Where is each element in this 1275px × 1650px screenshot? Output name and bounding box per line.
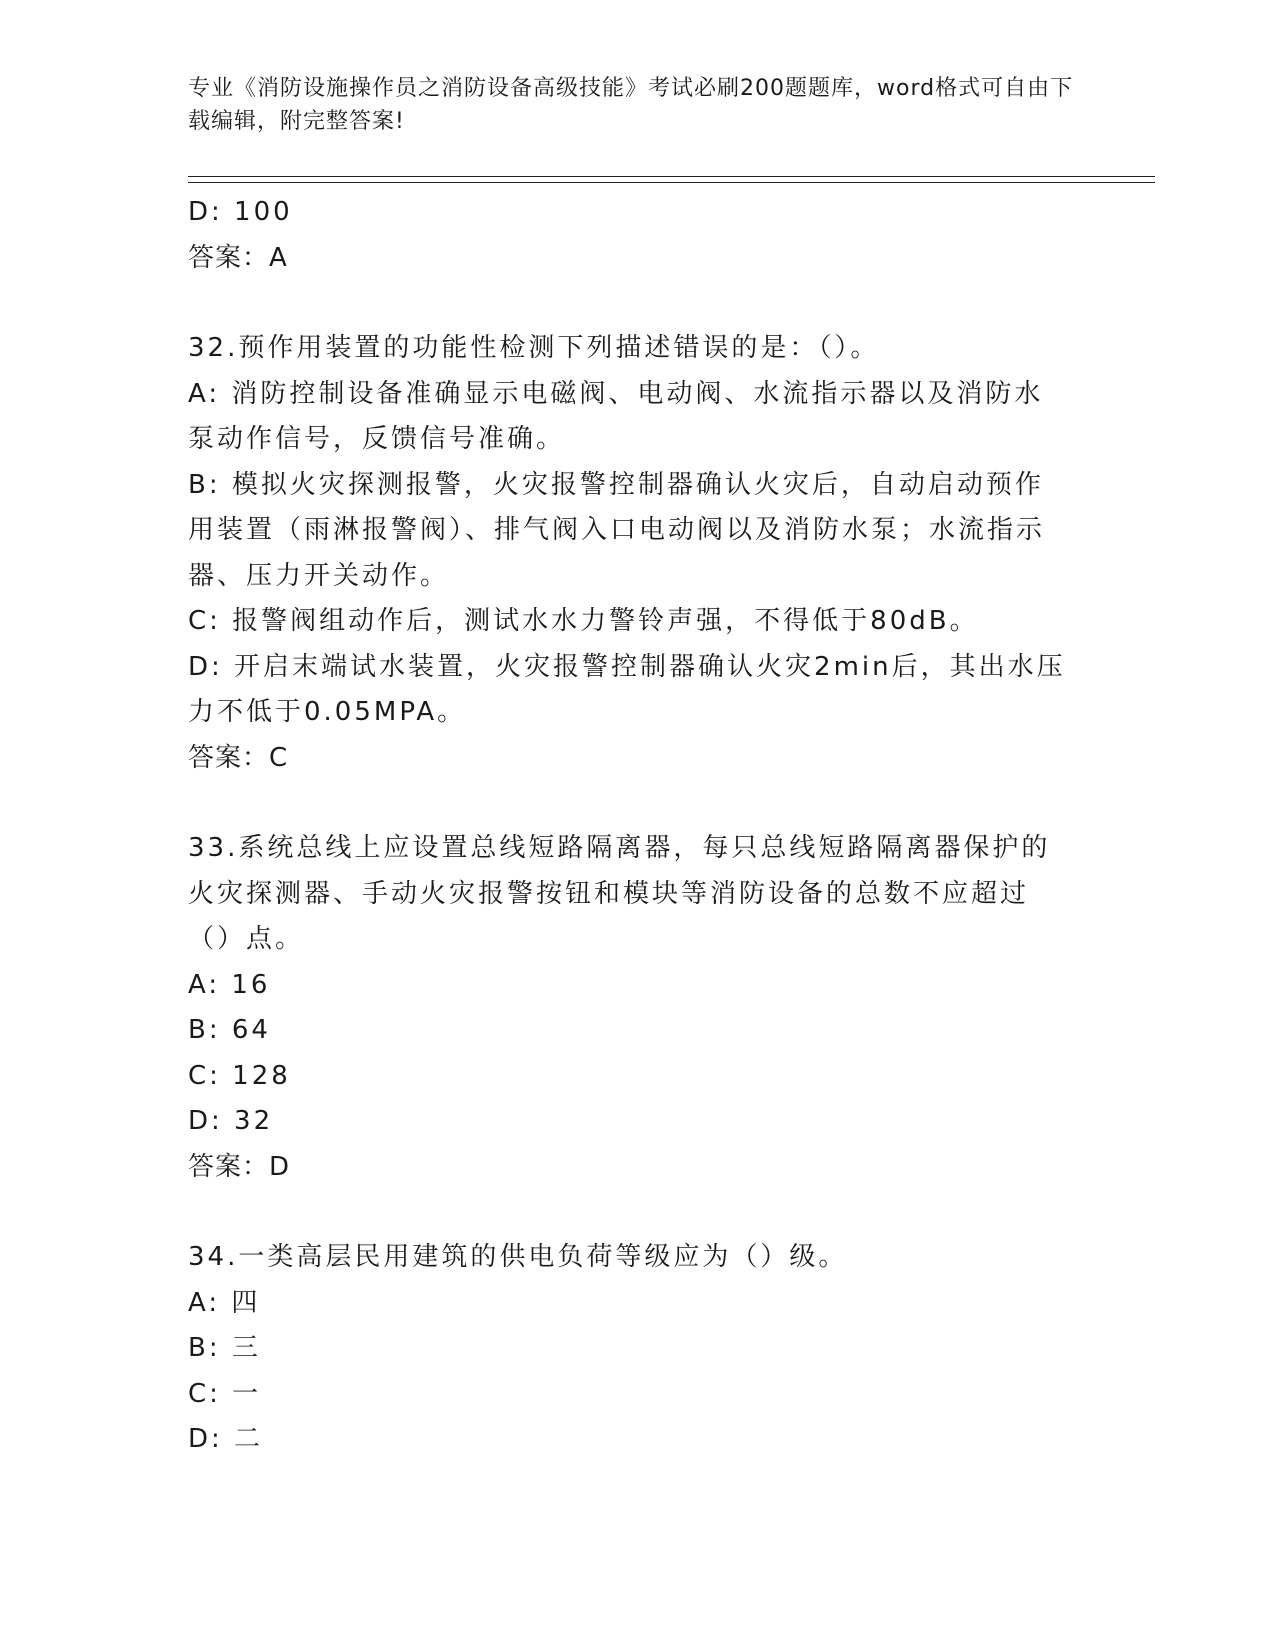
header-text: 专业《消防设施操作员之消防设备高级技能》考试必刷200题题库，word格式可自由下载编辑，附完整答案! bbox=[188, 76, 1074, 134]
q33-stem: 33.系统总线上应设置总线短路隔离器，每只总线短路隔离器保护的火灾探测器、手动火灾报警按钮和模块等消防设备的总数不应超过（）点。 bbox=[188, 833, 1051, 954]
q32-option-d: D: 开启末端试水装置，火灾报警控制器确认火灾2min后，其出水压力不低于0.05MPA。 bbox=[188, 651, 1066, 727]
q33-option-d: D: 32 bbox=[188, 1106, 274, 1136]
q32-stem: 32.预作用装置的功能性检测下列描述错误的是：（）。 bbox=[188, 333, 880, 363]
q34-option-c: C: 一 bbox=[188, 1378, 262, 1409]
q32-option-a: A: 消防控制设备准确显示电磁阀、电动阀、水流指示器以及消防水泵动作信号，反馈信号准确。 bbox=[188, 378, 1044, 454]
header-divider-bottom bbox=[188, 182, 1155, 183]
question-content bbox=[188, 190, 1068, 1463]
spacer bbox=[188, 781, 1068, 826]
q33-answer: 答案：D bbox=[188, 1151, 291, 1182]
q34-option-d: D: 二 bbox=[188, 1424, 264, 1454]
q32-option-b: B: 模拟火灾探测报警，火灾报警控制器确认火灾后，自动启动预作用装置（雨淋报警阀）、排气阀入口电动阀以及消防水泵；水流指示器、压力开关动作。 bbox=[188, 469, 1046, 591]
prev-option-d: D: 100 bbox=[188, 197, 293, 227]
spacer bbox=[188, 281, 1068, 326]
q34-option-a: A: 四 bbox=[188, 1287, 261, 1318]
q32-option-c: C: 报警阀组动作后，测试水水力警铃声强，不得低于80dB。 bbox=[188, 606, 979, 636]
spacer bbox=[188, 1190, 1068, 1235]
q34-stem: 34.一类高层民用建筑的供电负荷等级应为（）级。 bbox=[188, 1242, 848, 1272]
q33-option-c: C: 128 bbox=[188, 1060, 291, 1091]
q33-option-a: A: 16 bbox=[188, 969, 271, 1000]
prev-answer: 答案：A bbox=[188, 242, 288, 273]
header-divider-top bbox=[188, 176, 1155, 177]
document-header bbox=[188, 72, 1088, 138]
q32-answer: 答案：C bbox=[188, 742, 289, 773]
q34-option-b: B: 三 bbox=[188, 1333, 261, 1363]
q33-option-b: B: 64 bbox=[188, 1015, 271, 1045]
